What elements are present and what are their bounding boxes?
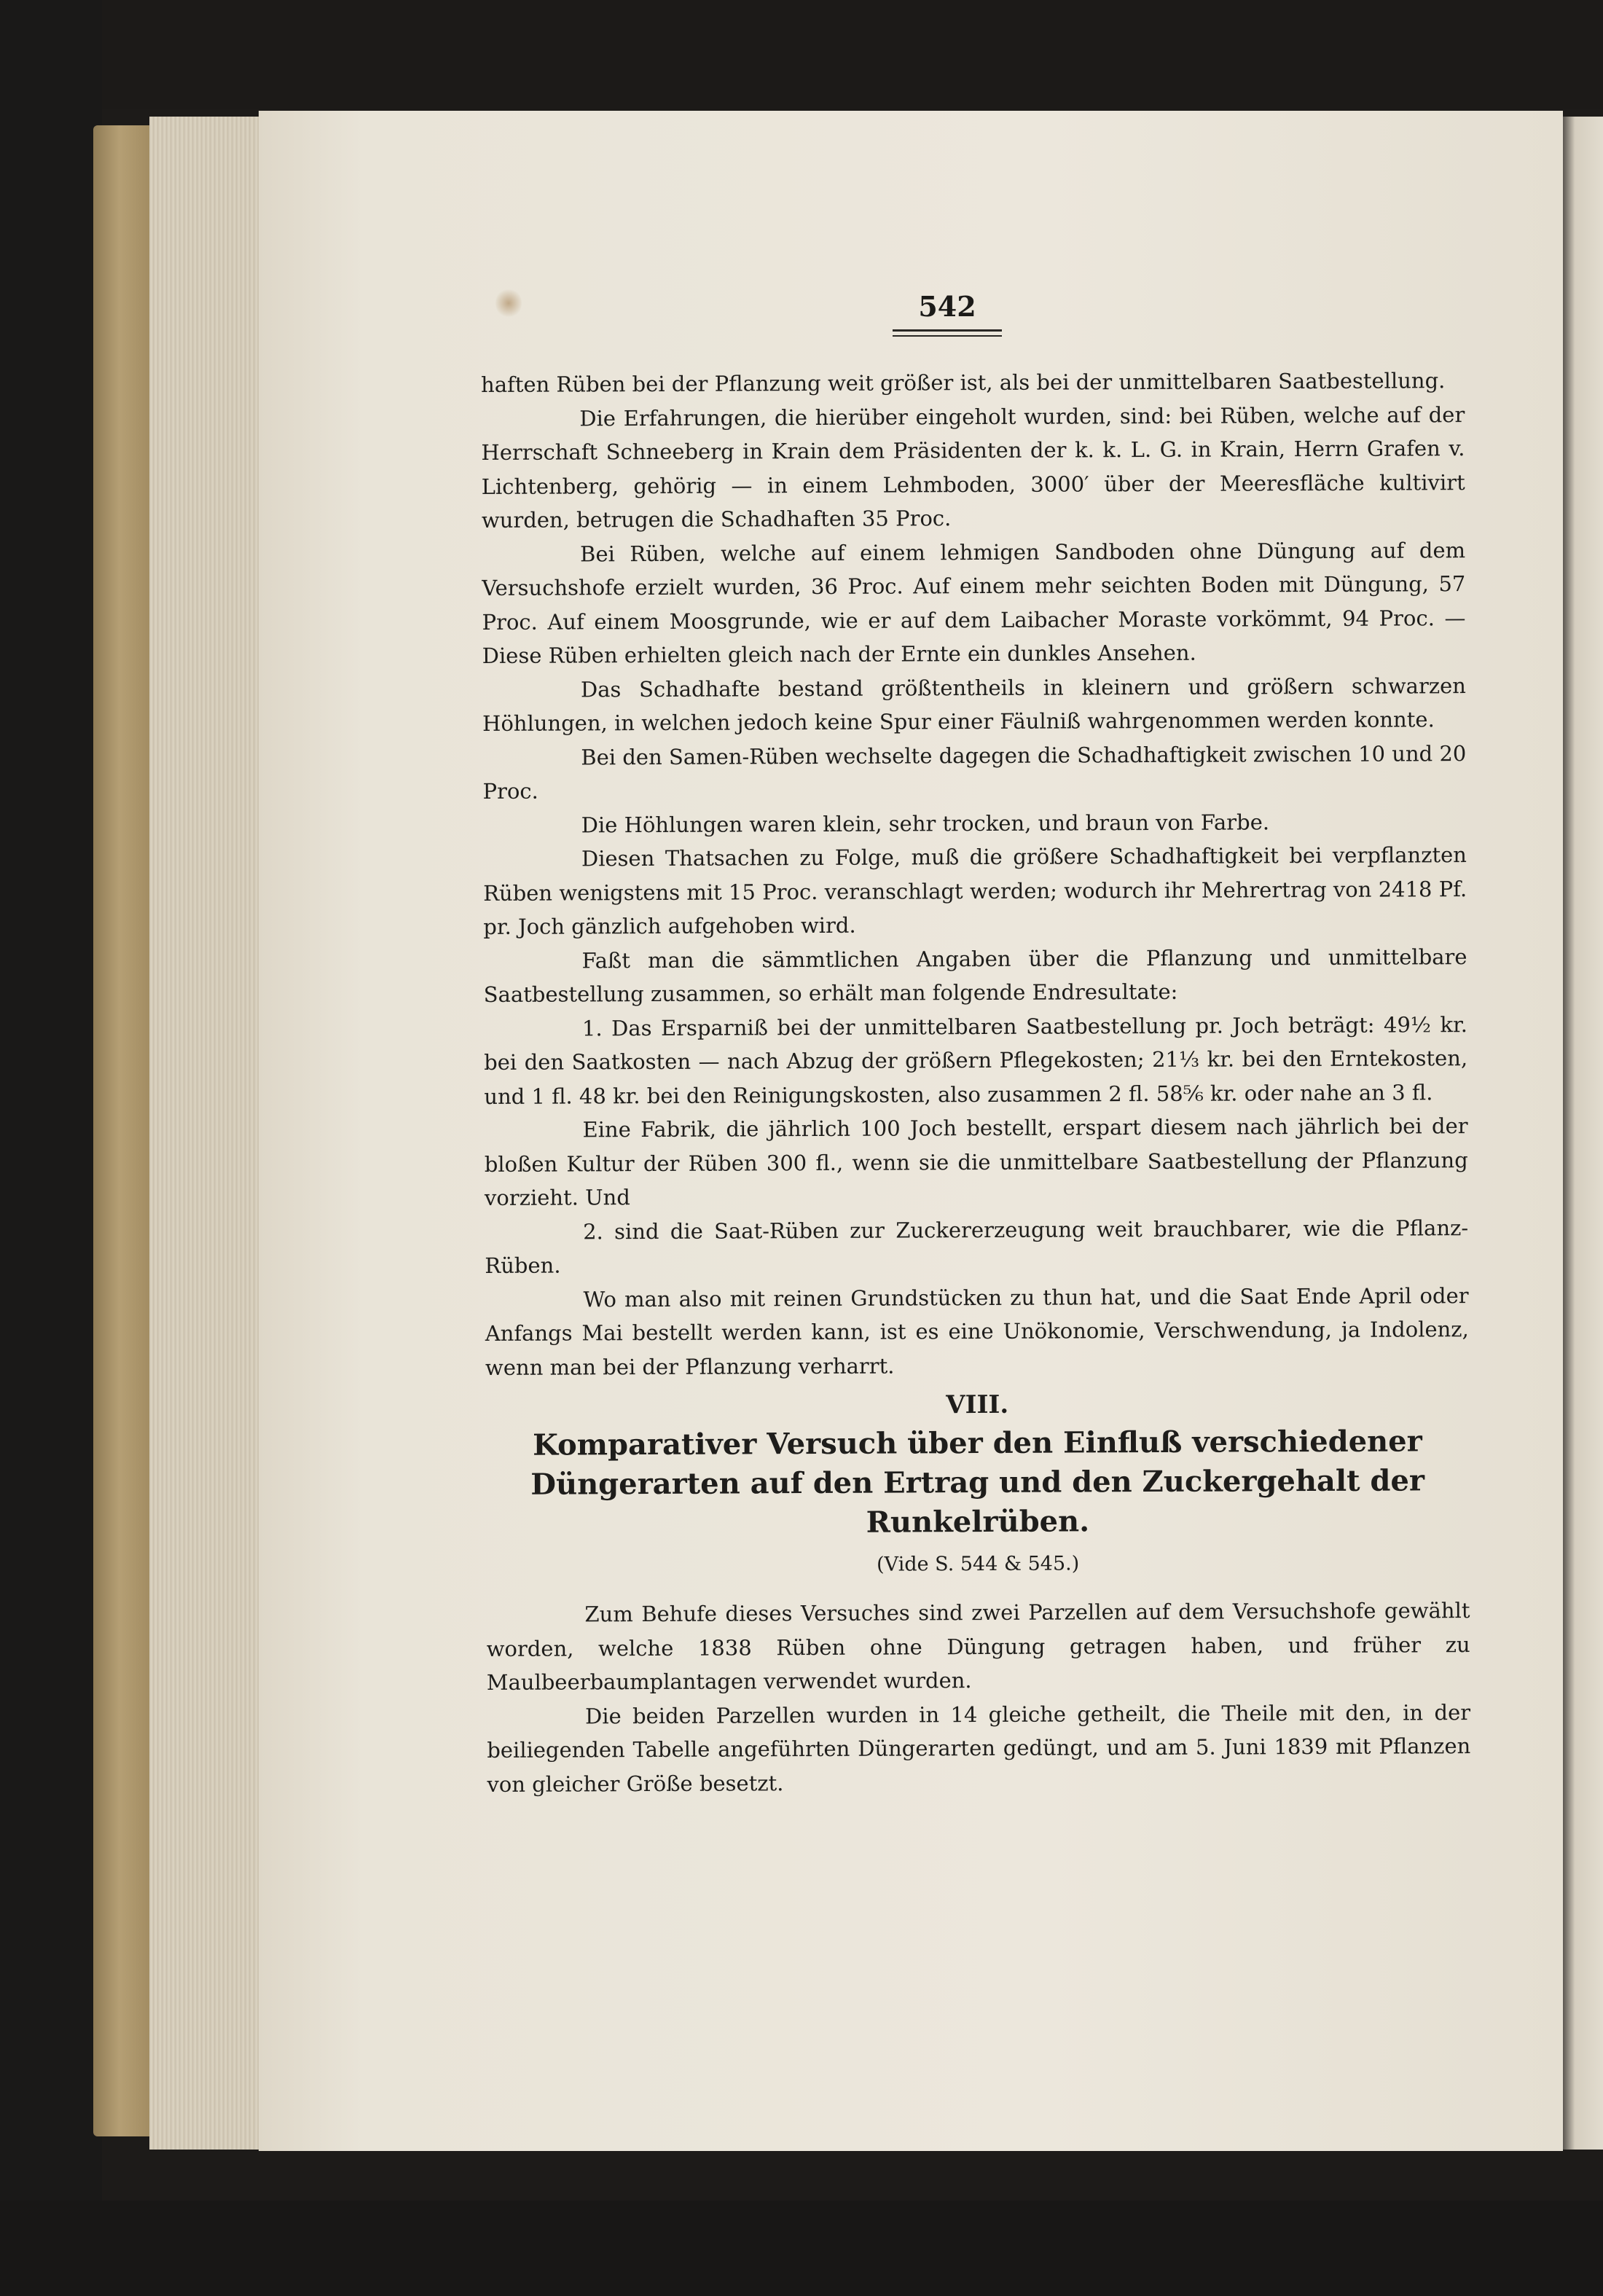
- paragraph: Die beiden Parzellen wurden in 14 gleiche getheilt, die Theile mit den, in der beiliegenden Tabelle angeführten Düngerarten gedüngt, und am 5. Juni 1839 mit Pflanzen von gleicher Größe besetzt.: [487, 1699, 1471, 1797]
- page-number-rule-second: [893, 335, 1002, 337]
- paragraph: Faßt man die sämmtlichen Angaben über die Pflanzung und unmittelbare Saatbestellung zusammen, so erhält man folgende Endresultate:: [483, 944, 1467, 1007]
- page-edges: [149, 117, 266, 2150]
- paragraph: Eine Fabrik, die jährlich 100 Joch bestellt, erspart diesem nach jährlich bei der bloßen Kultur der Rüben 300 fl., wenn sie die unmittelbare Saatbestellung der Pflanzung vorzieht. Und: [484, 1113, 1468, 1210]
- body-text: [481, 364, 1471, 1801]
- facing-page-edge: [1563, 117, 1603, 2150]
- paragraph: Das Schadhafte bestand größtentheils in kleinern und größern schwarzen Höhlungen, in welchen jedoch keine Spur einer Fäulniß wahrgenommen werden konnte.: [482, 673, 1466, 736]
- background-left: [0, 0, 102, 2296]
- paragraph: Zum Behufe dieses Versuches sind zwei Parzellen auf dem Versuchshofe gewählt worden, welche 1838 Rüben ohne Düngung getragen haben, und früher zu Maulbeerbaumplantagen verwendet wurden.: [486, 1598, 1470, 1695]
- paragraph: Bei Rüben, welche auf einem lehmigen Sandboden ohne Düngung auf dem Versuchshofe erzielt wurden, 36 Proc. Auf einem mehr seichten Boden mit Düngung, 57 Proc. Auf einem Moosgrunde, wie er auf dem Laibacher Moraste vorkömmt, 94 Proc. — Diese Rüben erhielten gleich nach der Ernte ein dunkles Ansehen.: [482, 537, 1466, 668]
- section-reference: (Vide S. 544 & 545.): [877, 1551, 1080, 1576]
- paragraph: haften Rüben bei der Pflanzung weit größer ist, als bei der unmittelbaren Saatbestellung.: [481, 368, 1446, 397]
- page-number: 542: [918, 290, 976, 323]
- background-bottom: [0, 2201, 1603, 2296]
- section-title: Komparativer Versuch über den Einfluß verschiedener Düngerarten auf den Ertrag und den Zuckergehalt der Runkelrüben.: [530, 1423, 1425, 1540]
- paragraph: Diesen Thatsachen zu Folge, muß die größere Schadhaftigkeit bei verpflanzten Rüben wenigstens mit 15 Proc. veranschlagt werden; wodurch ihr Mehrertrag von 2418 Pf. pr. Joch gänzlich aufgehoben wird.: [483, 842, 1467, 939]
- background-top: [0, 0, 1603, 109]
- page-number-rule: [893, 329, 1002, 332]
- paragraph: Die Erfahrungen, die hierüber eingeholt wurden, sind: bei Rüben, welche auf der Herrschaft Schneeberg in Krain dem Präsidenten der k. k. L. G. in Krain, Herrn Grafen v. Lichtenberg, gehörig — in einem Lehmboden, 3000′ über der Meeresfläche kultivirt wurden, betrugen die Schadhaften 35 Proc.: [481, 401, 1465, 533]
- paragraph: 1. Das Ersparniß bei der unmittelbaren Saatbestellung pr. Joch beträgt: 49½ kr. bei den Saatkosten — nach Abzug der größern Pflegekosten; 21⅓ kr. bei den Erntekosten, und 1 fl. 48 kr. bei den Reinigungskosten, also zusammen 2 fl. 58⅚ kr. oder nahe an 3 fl.: [484, 1011, 1468, 1109]
- paragraph: Wo man also mit reinen Grundstücken zu thun hat, und die Saat Ende April oder Anfangs Mai bestellt werden kann, ist es eine Unökonomie, Verschwendung, ja Indolenz, wenn man bei der Pflanzung verharrt.: [485, 1282, 1469, 1380]
- paper-stain: [495, 288, 522, 318]
- paragraph: Die Höhlungen waren klein, sehr trocken, und braun von Farbe.: [581, 809, 1270, 837]
- paragraph: 2. sind die Saat-Rüben zur Zuckererzeugung weit brauchbarer, wie die Pflanz-Rüben.: [485, 1215, 1469, 1278]
- section-number: VIII.: [946, 1390, 1009, 1420]
- paragraph: Bei den Samen-Rüben wechselte dagegen die Schadhaftigkeit zwischen 10 und 20 Proc.: [482, 740, 1467, 804]
